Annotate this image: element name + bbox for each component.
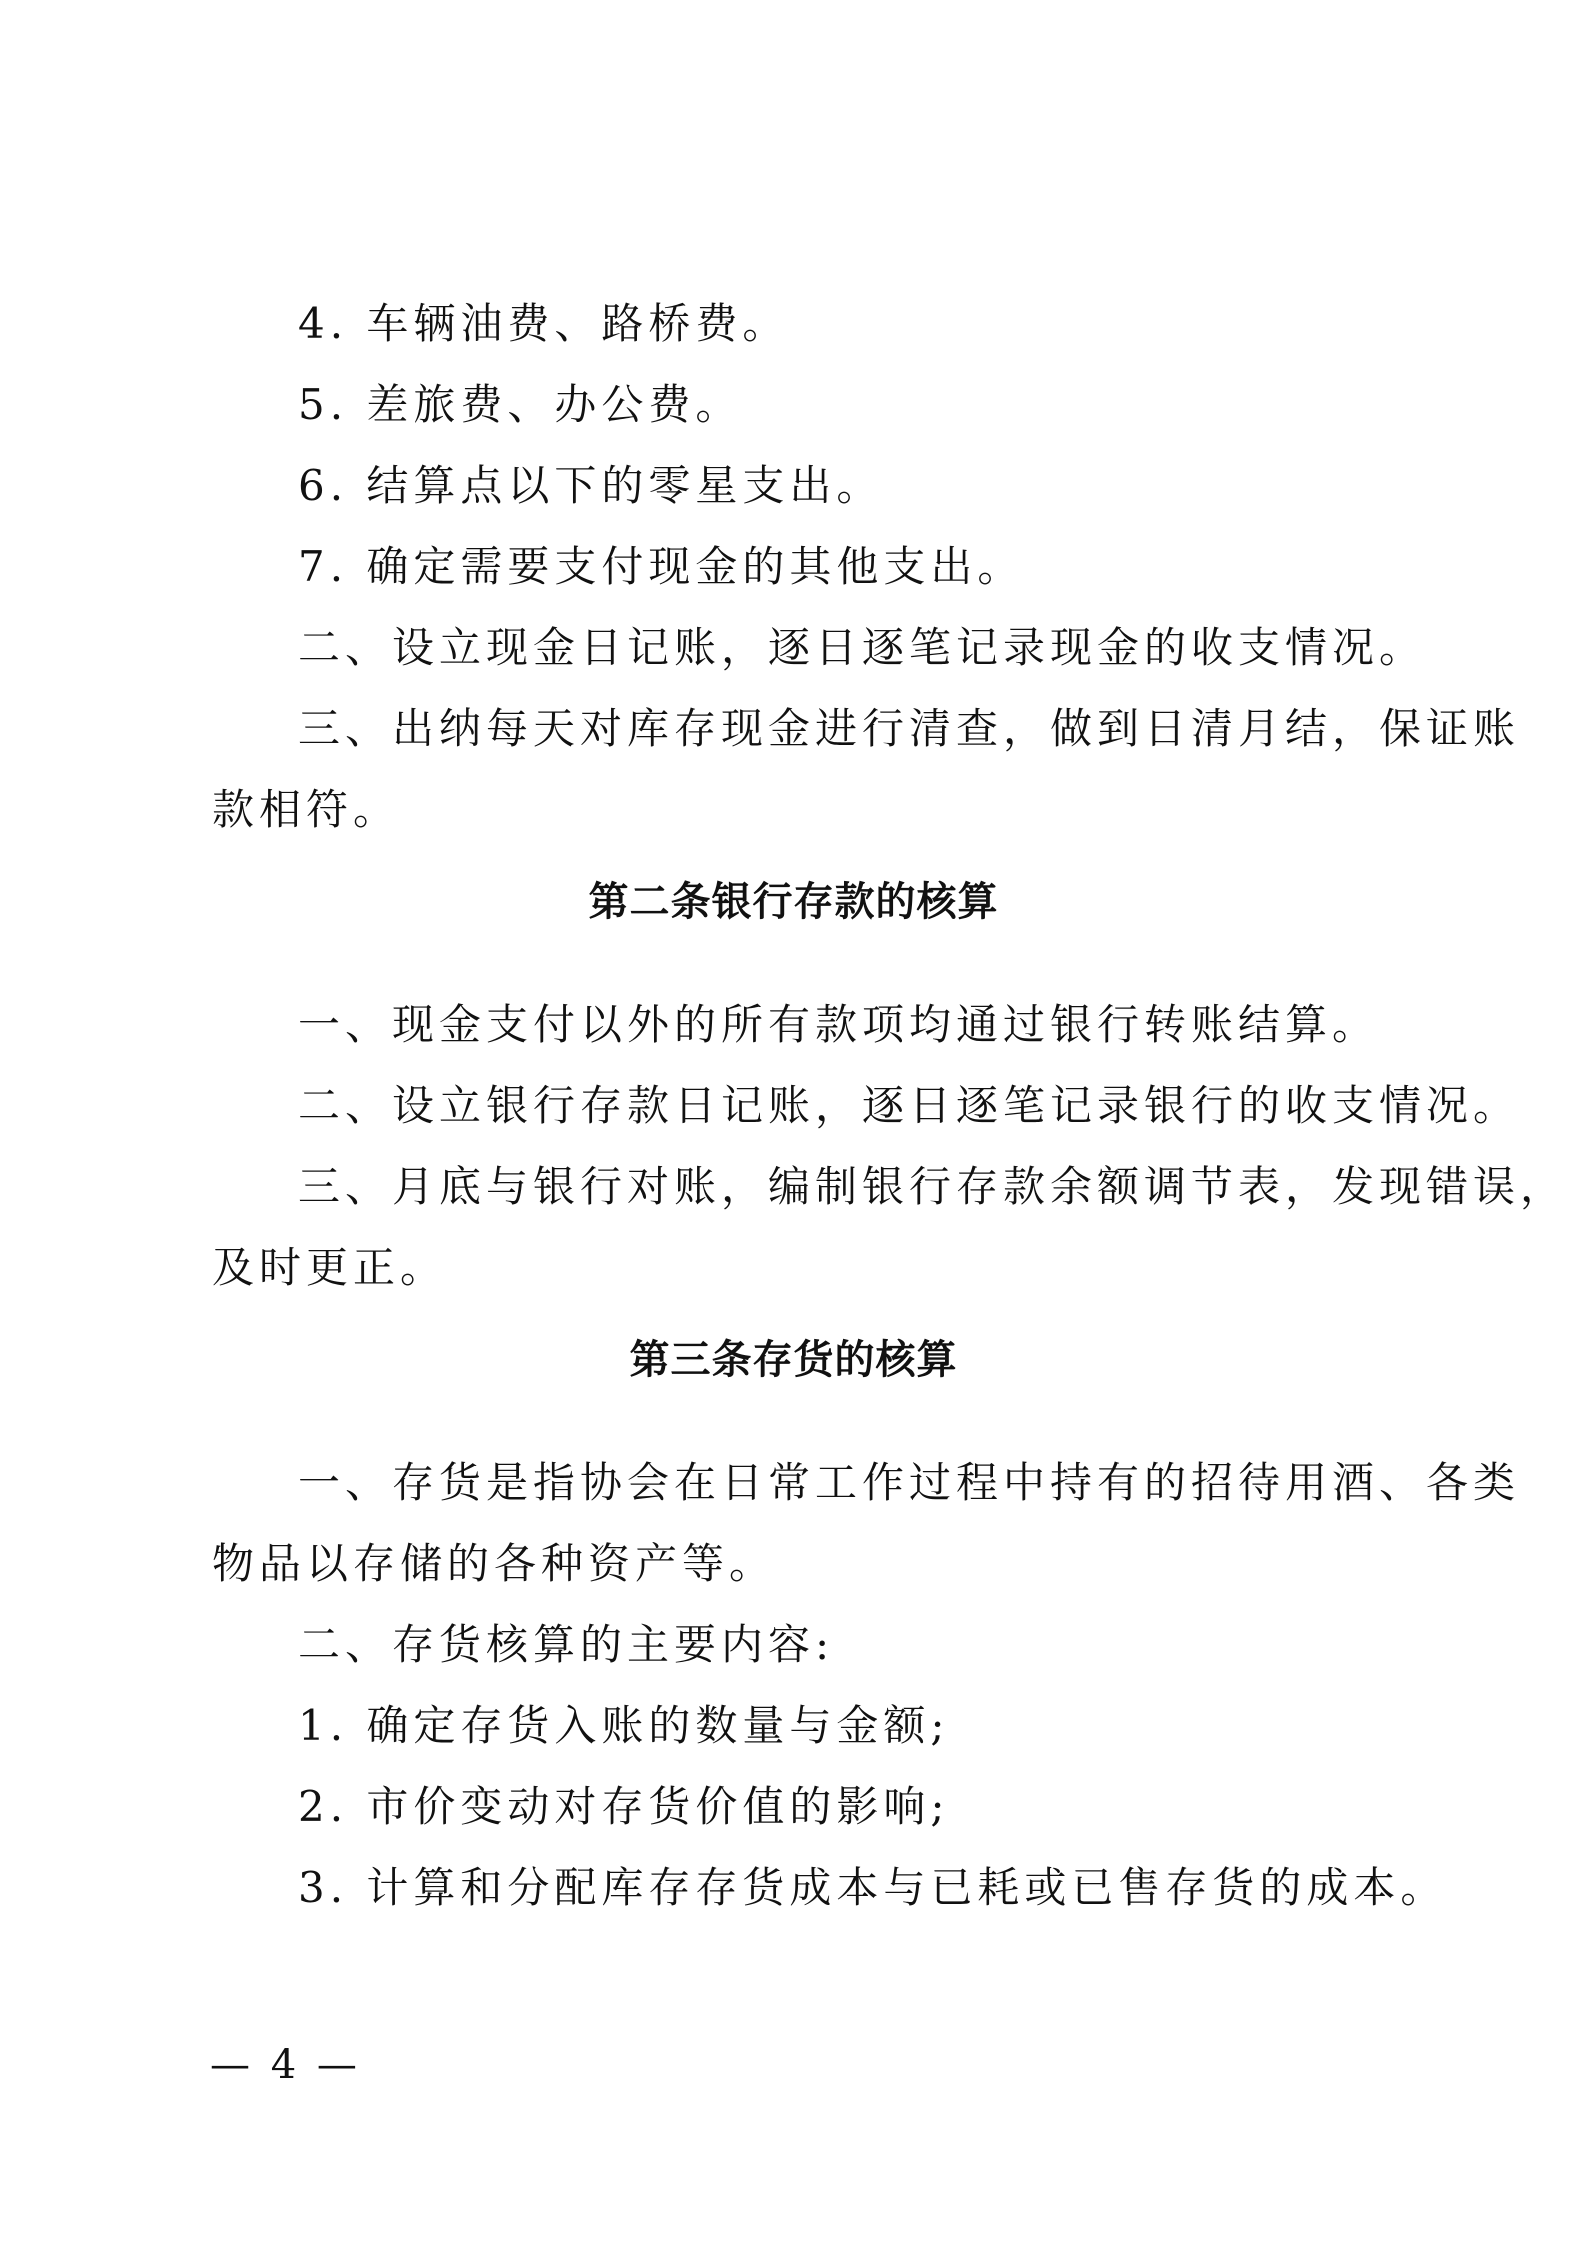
- paragraph-continuation: 及时更正。: [212, 1243, 448, 1292]
- list-item: 5. 差旅费、办公费。: [298, 380, 743, 429]
- list-item: 4. 车辆油费、路桥费。: [298, 299, 790, 348]
- paragraph: 三、出纳每天对库存现金进行清查，做到日清月结，保证账: [298, 704, 1521, 753]
- paragraph: 二、设立现金日记账，逐日逐笔记录现金的收支情况。: [298, 623, 1427, 672]
- list-item: 3. 计算和分配库存存货成本与已耗或已售存货的成本。: [298, 1863, 1448, 1912]
- paragraph: 一、现金支付以外的所有款项均通过银行转账结算。: [298, 1000, 1380, 1049]
- paragraph-continuation: 款相符。: [212, 785, 401, 834]
- page-number: — 4 —: [210, 2042, 361, 2088]
- list-item: 2. 市价变动对存货价值的影响;: [298, 1782, 950, 1831]
- list-item: 1. 确定存货入账的数量与金额;: [298, 1701, 950, 1750]
- paragraph-continuation: 物品以存储的各种资产等。: [212, 1539, 777, 1588]
- paragraph: 二、存货核算的主要内容:: [298, 1620, 835, 1669]
- paragraph: 一、存货是指协会在日常工作过程中持有的招待用酒、各类: [298, 1458, 1521, 1507]
- article-heading: 第二条银行存款的核算: [588, 879, 999, 925]
- list-item: 6. 结算点以下的零星支出。: [298, 461, 884, 510]
- list-item: 7. 确定需要支付现金的其他支出。: [298, 542, 1025, 591]
- paragraph: 三、月底与银行对账，编制银行存款余额调节表，发现错误，: [298, 1162, 1568, 1211]
- article-heading: 第三条存货的核算: [629, 1337, 958, 1383]
- paragraph: 二、设立银行存款日记账，逐日逐笔记录银行的收支情况。: [298, 1081, 1521, 1130]
